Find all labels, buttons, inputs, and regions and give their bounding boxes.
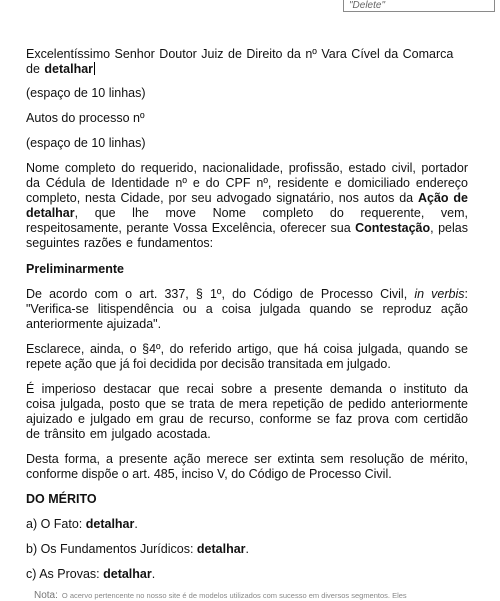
merito-heading: DO MÉRITO <box>26 492 97 506</box>
merito-item-provas <box>26 567 468 582</box>
merito-item-fato <box>26 517 468 532</box>
spacing-note-2: (espaço de 10 linhas) <box>26 136 146 150</box>
item-value: detalhar <box>103 567 152 581</box>
paragraph-3: É imperioso destacar que recai sobre a presente demanda o instituto da coisa julgada, posto que se trata de mera repetição de pedido anteriormente ajuizado e julgado em grau de recurso, conforme se faz prova com certidão de trânsito em julgado acostada. <box>26 382 468 441</box>
address-line1: Excelentíssimo Senhor Doutor Juiz de Direito da nº Vara Cível da Comarca <box>26 47 454 61</box>
note-label: Nota: <box>34 590 58 601</box>
item-end: . <box>245 542 250 556</box>
address-line2-prefix: de <box>26 62 45 76</box>
merito-item-fundamentos <box>26 542 468 557</box>
intro-acao: Ação de detalhar <box>26 191 468 220</box>
para1-text-1: De acordo com o art. 337, § 1º, do Código de Processo Civil, <box>26 287 415 301</box>
intro-text-2: , que lhe move Nome completo do requerente, vem, respeitosamente, perante Vossa Excelência, oferecer sua <box>26 206 468 235</box>
paragraph-1 <box>26 287 468 332</box>
para1-in-verbis: in verbis <box>414 287 465 301</box>
address-detalhar: detalhar <box>44 62 94 76</box>
footer-note <box>34 590 500 601</box>
item-value: detalhar <box>196 542 246 556</box>
autos-line: Autos do processo nº <box>26 111 145 125</box>
text-cursor <box>94 62 95 75</box>
intro-contestacao: Contestação <box>355 221 431 235</box>
item-label: a) O Fato: <box>26 517 86 531</box>
paragraph-2: Esclarece, ainda, o §4º, do referido artigo, que há coisa julgada, quando se repete ação que já foi decidida por decisão transitada em julgado. <box>26 342 468 371</box>
document-body[interactable] <box>26 47 468 592</box>
intro-paragraph <box>26 161 468 251</box>
delete-field[interactable]: "Delete" <box>343 0 495 12</box>
note-text: O acervo pertencente no nosso site é de modelos utilizados com sucesso em diversos segmentos. Eles <box>61 591 407 600</box>
item-label: b) Os Fundamentos Jurídicos: <box>26 542 197 556</box>
paragraph-4: Desta forma, a presente ação merece ser extinta sem resolução de mérito, conforme dispõe o art. 485, inciso V, do Código de Processo Civil. <box>26 452 468 481</box>
intro-text-1: Nome completo do requerido, nacionalidade, profissão, estado civil, portador da Cédula de Identidade nº e do CPF nº, residente e domiciliado endereço completo, nesta Cidade, por seu advogado signatário, nos autos da <box>26 161 468 205</box>
spacing-note-1: (espaço de 10 linhas) <box>26 86 146 100</box>
item-end: . <box>134 517 138 531</box>
item-end: . <box>151 567 156 581</box>
item-label: c) As Provas: <box>26 567 104 581</box>
para1-text-2: : "Verifica-se litispendência ou a coisa julgada quando se reproduz ação anteriormente ajuizada". <box>26 287 468 331</box>
preliminar-heading: Preliminarmente <box>26 262 124 276</box>
address-paragraph <box>26 47 468 77</box>
intro-text-3: , pelas seguintes razões e fundamentos: <box>26 221 468 250</box>
item-value: detalhar <box>85 517 135 531</box>
